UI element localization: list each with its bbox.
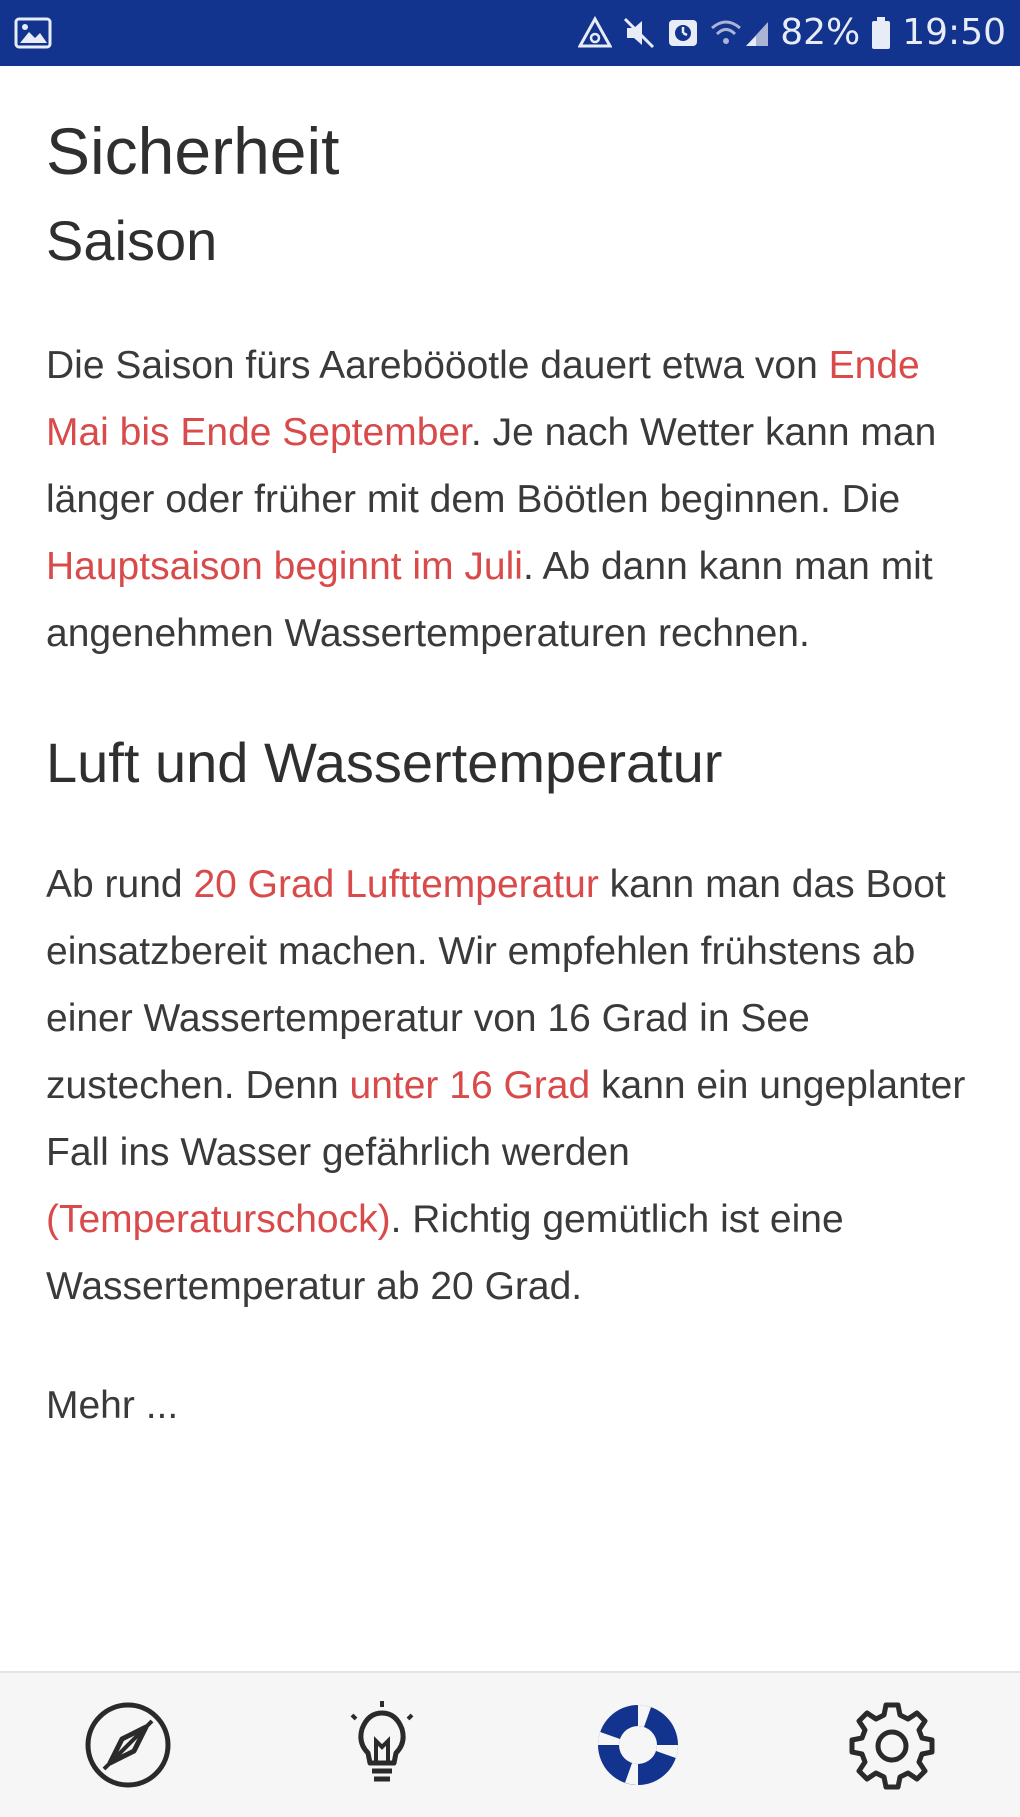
content-scroll-area[interactable] <box>46 66 976 1671</box>
page-title: Sicherheit <box>46 114 340 188</box>
compass-icon <box>80 1697 176 1793</box>
nav-tab-safety[interactable] <box>578 1673 698 1817</box>
highlight-text: 20 Grad Lufttemperatur <box>193 862 599 906</box>
text-run: Die Saison fürs Aarebööotle dauert etwa von <box>46 344 829 388</box>
alarm-icon <box>666 16 700 50</box>
text-run: . Richtig gemütlich ist eine Wassertemperatur ab 20 Grad. <box>46 1197 844 1308</box>
section-heading-temperatur: Luft und Wassertemperatur <box>46 731 723 795</box>
mute-icon <box>622 16 656 50</box>
clock: 19:50 <box>902 12 1006 53</box>
text-run: kann ein ungeplanter Fall ins Wasser gefährlich werden <box>46 1063 966 1174</box>
wifi-signal-icon <box>710 16 770 50</box>
nav-tab-tips[interactable] <box>322 1673 442 1817</box>
bottom-navigation <box>0 1671 1020 1817</box>
battery-icon <box>870 16 892 50</box>
battery-percent: 82% <box>780 12 861 53</box>
status-icons <box>578 0 1006 66</box>
section-heading-saison: Saison <box>46 209 218 273</box>
triangle-alert-icon <box>578 16 612 50</box>
highlight-text: Ende Mai bis Ende September <box>46 344 920 455</box>
section-text-temperatur <box>46 851 966 1320</box>
text-run: . Je nach Wetter kann man länger oder früher mit dem Böötlen beginnen. Die <box>46 411 937 522</box>
text-run: kann man das Boot einsatzbereit machen. Wir empfehlen frühstens ab einer Wassertemperatur von 16 Grad in See zustechen. Denn <box>46 862 946 1107</box>
status-bar <box>0 0 1020 66</box>
image-notification-icon <box>14 16 52 50</box>
nav-tab-compass[interactable] <box>68 1673 188 1817</box>
cutoff-text: Mehr ... <box>46 1383 179 1427</box>
highlight-text: Hauptsaison beginnt im Juli <box>46 545 523 589</box>
lightbulb-icon <box>334 1697 430 1793</box>
highlight-text: (Temperaturschock) <box>46 1197 391 1241</box>
highlight-text: unter 16 Grad <box>349 1063 591 1107</box>
gear-icon <box>844 1697 940 1793</box>
nav-tab-settings[interactable] <box>832 1673 952 1817</box>
lifebuoy-icon <box>590 1697 686 1793</box>
section-text-saison <box>46 332 966 667</box>
text-run: Ab rund <box>46 862 194 906</box>
text-run: . Ab dann kann man mit angenehmen Wassertemperaturen rechnen. <box>46 545 933 656</box>
